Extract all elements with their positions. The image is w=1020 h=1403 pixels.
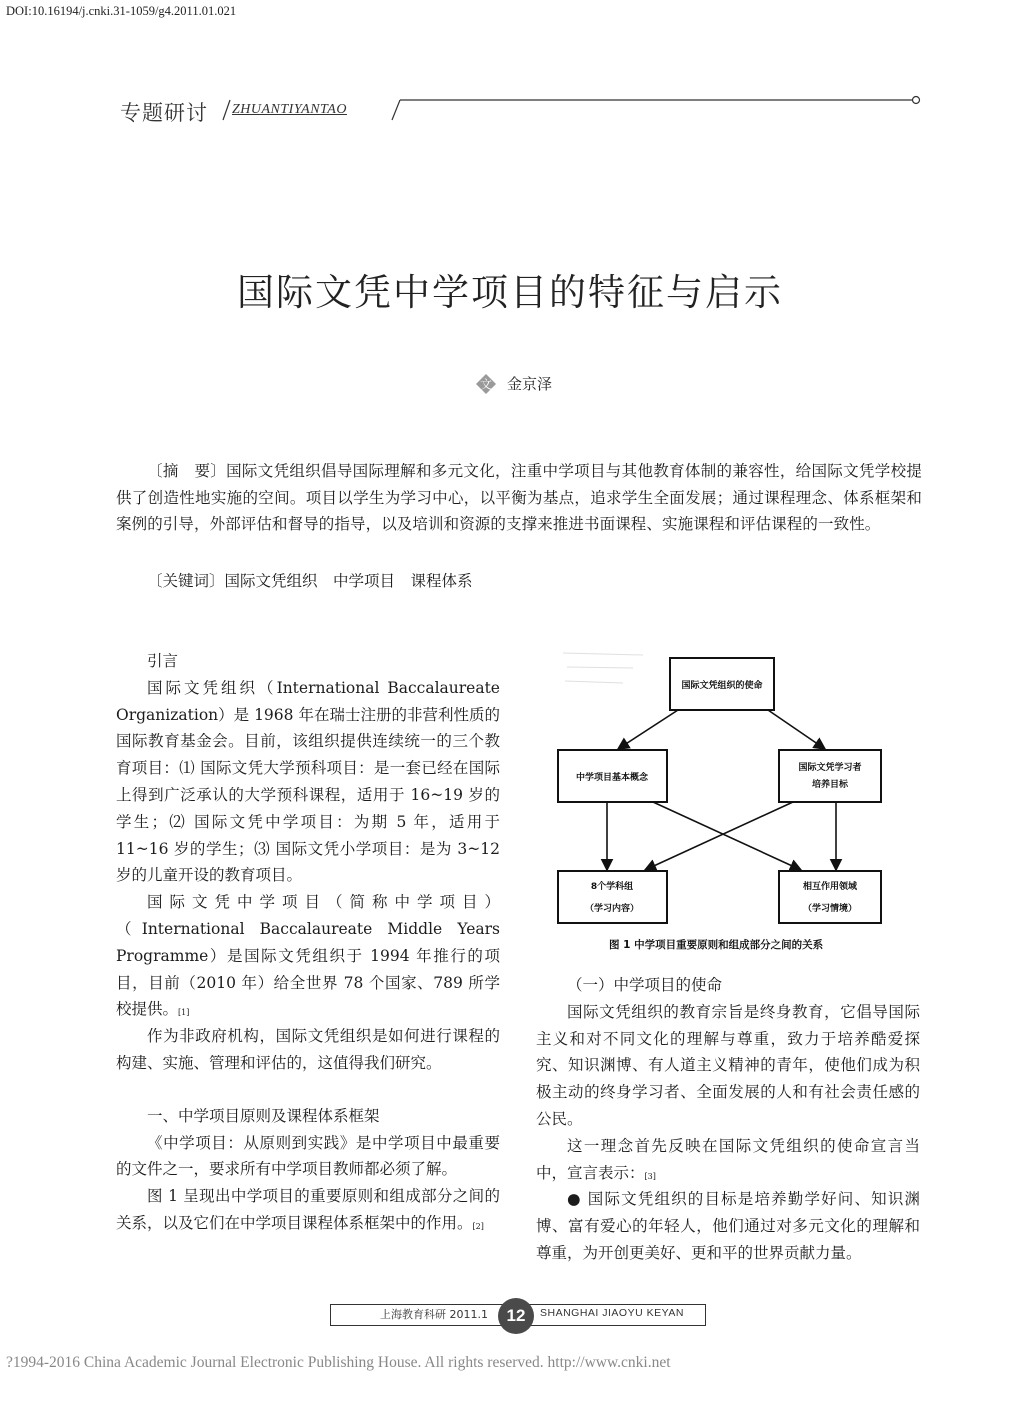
box-mission-label: 国际文凭组织的使命 xyxy=(681,681,763,691)
section-label: 专题研讨 xyxy=(120,101,208,125)
box-interaction-areas-label-1: 相互作用领域 xyxy=(802,882,858,892)
svg-text:文: 文 xyxy=(479,377,493,392)
box-interaction-areas-label-2: （学习情境） xyxy=(802,904,858,914)
paragraph: 国际文凭组织的教育宗旨是终身教育，它倡导国际主义和对不同文化的理解与尊重，致力于培养酷爱探究、知识渊博、有人道主义精神的青年，使他们成为积极主动的终身学习者、全面发展的人和有社会责任感的公民。 xyxy=(536,1002,920,1128)
citation-ref: [2] xyxy=(472,1221,484,1231)
box-subject-groups xyxy=(558,871,667,923)
figure-caption: 图 1 中学项目重要原则和组成部分之间的关系 xyxy=(609,939,824,951)
page-number: 12 xyxy=(498,1298,534,1334)
author-name: 金京泽 xyxy=(507,375,553,393)
box-basic-concepts-label: 中学项目基本概念 xyxy=(575,773,649,783)
copyright-line: ?1994-2016 China Academic Journal Electronic Publishing House. All rights reserved. http://www.cnki.net xyxy=(6,1354,671,1371)
arrow xyxy=(653,802,801,870)
footer-journal-cn: 上海教育科研 2011.1 xyxy=(380,1308,488,1321)
section-romanized: ZHUANTIYANTAO xyxy=(232,102,347,117)
citation-ref: [1] xyxy=(178,1008,190,1018)
intro-heading: 引言 xyxy=(147,652,179,670)
box-subject-groups-label-1: 8个学科组 xyxy=(590,882,634,892)
scan-artifact xyxy=(563,653,643,683)
box-interaction-areas xyxy=(779,871,881,923)
arrow xyxy=(618,710,678,749)
box-subject-groups-label-2: （学习内容） xyxy=(584,904,640,914)
paragraph: 国际文凭组织（International Baccalaureate Organization）是 1968 年在瑞士注册的非营利性质的国际教育基金会。目前，该组织提供连续统一的三个教育项目：⑴ 国际文凭大学预科项目：是一套已经在国际上得到广泛承认的大学预科课程，适用于 16~19 岁的学生；⑵ 国际文凭中学项目：为期 5 年，适用于 11~16 岁的学生；⑶ 国际文凭小学项目：是为 3~12 岁的儿童开设的教育项目。 xyxy=(116,678,500,885)
bullet-paragraph: ● 国际文凭组织的目标是培养勤学好问、知识渊博、富有爱心的年轻人，他们通过对多元文化的理解和尊重，为开创更美好、更和平的世界贡献力量。 xyxy=(536,1190,920,1262)
footer-journal-en: SHANGHAI JIAOYU KEYAN xyxy=(540,1307,684,1319)
section-heading: 一、中学项目原则及课程体系框架 xyxy=(147,1106,380,1125)
author-badge-icon xyxy=(476,374,496,394)
arrow xyxy=(768,710,825,749)
arrow xyxy=(645,802,793,870)
paragraph: 《中学项目：从原则到实践》是中学项目中最重要的文件之一，要求所有中学项目教师都必须了解。 xyxy=(116,1133,500,1179)
figure-1-diagram xyxy=(553,643,913,959)
paragraph: 国际文凭中学项目（简称中学项目）（International Baccalaureate Middle Years Programme）是国际文凭组织于 1994 年推行的项目，目前（2010 年）给全世界 78 个国家、789 所学校提供。[1] xyxy=(116,893,500,1019)
paragraph: 作为非政府机构，国际文凭组织是如何进行课程的构建、实施、管理和评估的，这值得我们研究。 xyxy=(116,1027,500,1072)
box-learner-profile-label-1: 国际文凭学习者 xyxy=(798,763,862,773)
left-column xyxy=(116,648,500,1237)
right-column xyxy=(536,972,920,1267)
doi-line: DOI:10.16194/j.cnki.31-1059/g4.2011.01.021 xyxy=(6,4,237,18)
paragraph: 图 1 呈现出中学项目的重要原则和组成部分之间的关系，以及它们在中学项目课程体系框架中的作用。[2] xyxy=(116,1187,500,1232)
subsection-heading: （一）中学项目的使命 xyxy=(567,976,723,994)
paragraph: 这一理念首先反映在国际文凭组织的使命宣言当中，宣言表示：[3] xyxy=(536,1136,920,1182)
article-title: 国际文凭中学项目的特征与启示 xyxy=(237,271,783,314)
citation-ref: [3] xyxy=(644,1171,656,1181)
keywords: 〔关键词〕国际文凭组织 中学项目 课程体系 xyxy=(147,572,473,590)
box-learner-profile-label-2: 培养目标 xyxy=(811,780,849,790)
box-learner-profile xyxy=(779,750,881,802)
abstract: 〔摘 要〕国际文凭组织倡导国际理解和多元文化，注重中学项目与其他教育体制的兼容性，给国际文凭学校提供了创造性地实施的空间。项目以学生为学习中心，以平衡为基点，追求学生全面发展；通过课程理念、体系框架和案例的引导，外部评估和督导的指导，以及培训和资源的支撑来推进书面课程、实施课程和评估课程的一致性。 xyxy=(116,462,922,533)
